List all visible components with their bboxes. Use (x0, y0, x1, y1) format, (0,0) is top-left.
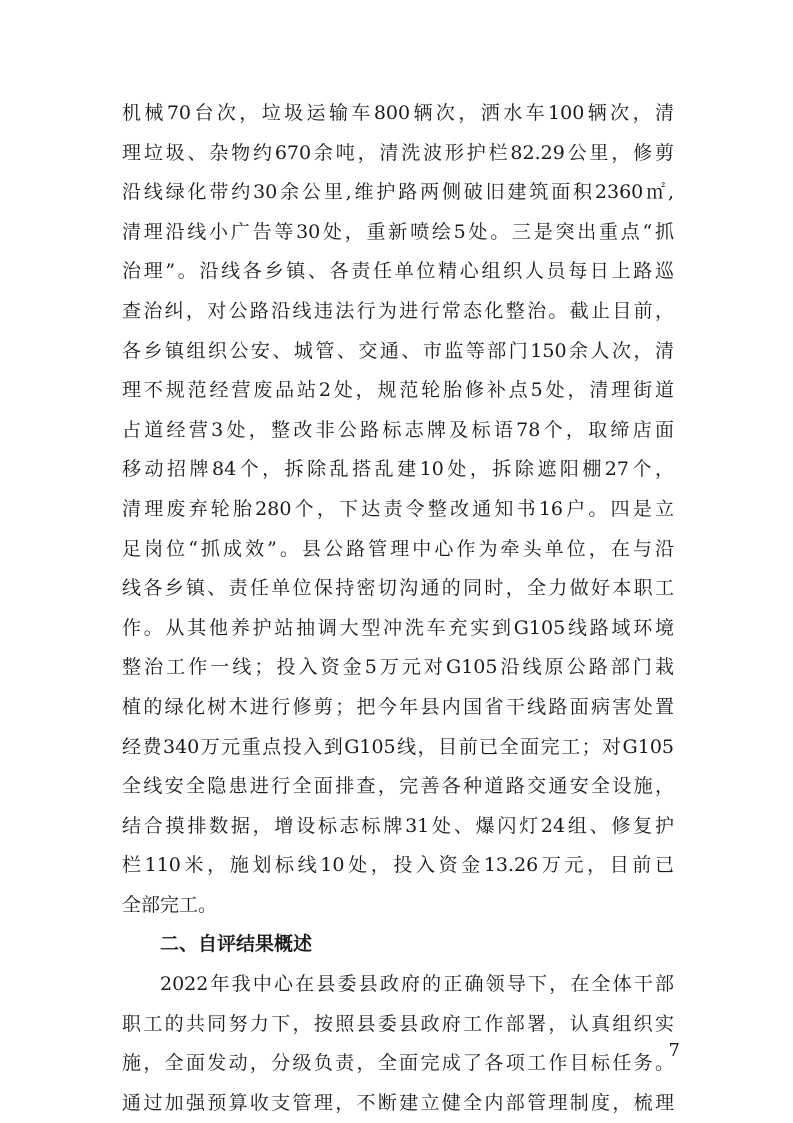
text-line: 沿线绿化带约30余公里,维护路两侧破旧建筑面积2360㎡, (122, 181, 674, 204)
text-line: 理垃圾、杂物约670余吨，清洗波形护栏82.29公里，修剪 (122, 141, 674, 164)
text-line: 线各乡镇、责任单位保持密切沟通的同时，全力做好本职工 (122, 577, 674, 600)
text-line: 栏110米，施划标线10处，投入资金13.26万元，目前已 (122, 854, 674, 877)
text-line: 清理废弃轮胎280个，下达责令整改通知书16户。四是立 (122, 497, 674, 520)
text-line: 施，全面发动，分级负责，全面完成了各项工作目标任务。 (122, 1052, 674, 1075)
text-line: 2022年我中心在县委县政府的正确领导下，在全体干部 (160, 973, 674, 996)
text-line: 足岗位“抓成效”。县公路管理中心作为牵头单位，在与沿 (122, 537, 674, 560)
section-heading: 二、自评结果概述 (160, 933, 313, 956)
text-line: 清理沿线小广告等30处，重新喷绘5处。三是突出重点“抓 (122, 220, 674, 243)
text-line: 查治纠，对公路沿线违法行为进行常态化整治。截止目前， (122, 299, 674, 322)
text-line: 结合摸排数据，增设标志标牌31处、爆闪灯24组、修复护 (122, 814, 674, 837)
text-line: 治理”。沿线各乡镇、各责任单位精心组织人员每日上路巡 (122, 260, 674, 283)
text-line: 整治工作一线；投入资金5万元对G105沿线原公路部门栽 (122, 656, 674, 679)
text-line: 全线安全隐患进行全面排查，完善各种道路交通安全设施， (122, 775, 674, 798)
text-line: 各乡镇组织公安、城管、交通、市监等部门150余人次，清 (122, 339, 674, 362)
text-line: 通过加强预算收支管理，不断建立健全内部管理制度，梳理 (122, 1091, 674, 1114)
text-line: 全部完工。 (122, 893, 218, 916)
page-number: 7 (668, 1040, 680, 1061)
text-line: 机械70台次，垃圾运输车800辆次，洒水车100辆次，清 (122, 102, 674, 124)
text-line: 植的绿化树木进行修剪；把今年县内国省干线路面病害处置 (122, 695, 674, 718)
text-line: 移动招牌84个，拆除乱搭乱建10处，拆除遮阳棚27个， (122, 458, 674, 481)
text-line: 理不规范经营废品站2处，规范轮胎修补点5处，清理街道 (122, 379, 674, 402)
text-line: 作。从其他养护站抽调大型冲洗车充实到G105线路域环境 (122, 616, 674, 639)
text-line: 占道经营3处，整改非公路标志牌及标语78个，取缔店面 (122, 418, 674, 441)
document-body (122, 94, 674, 1123)
text-line: 职工的共同努力下，按照县委县政府工作部署，认真组织实 (122, 1012, 674, 1035)
text-line: 经费340万元重点投入到G105线，目前已全面完工；对G105 (122, 735, 674, 758)
